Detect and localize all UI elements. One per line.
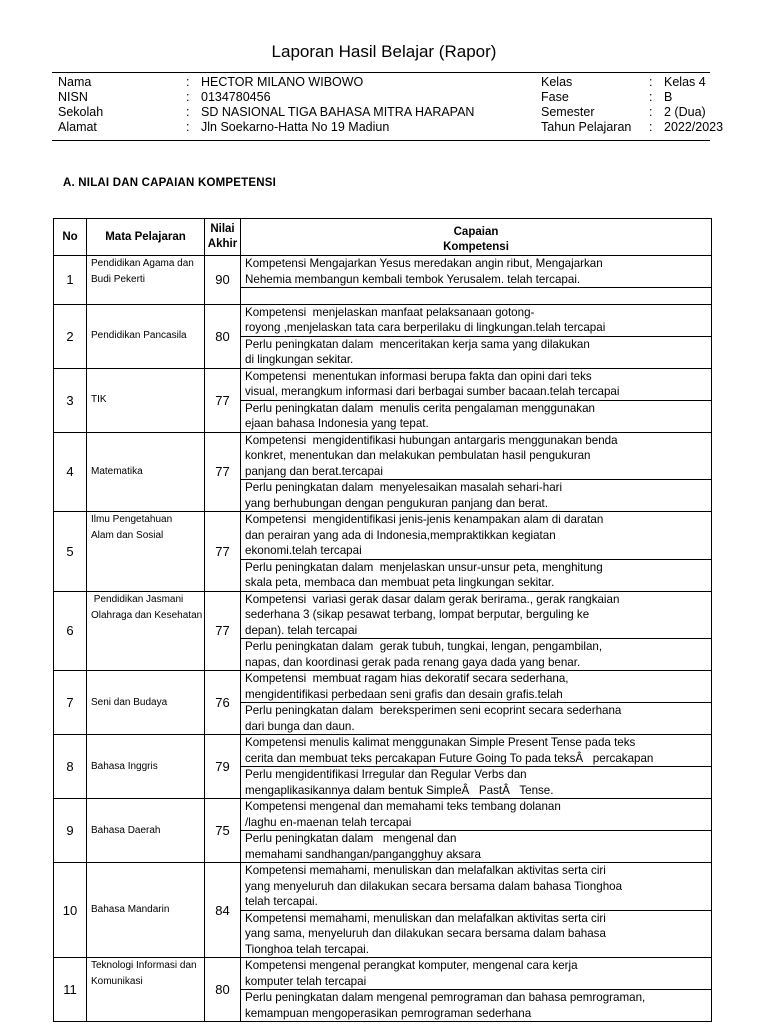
capaian-line: mengidentifikasi perbedaan seni grafis dan desain grafis.telah	[245, 687, 563, 701]
capaian-line: napas, dan koordinasi gerak pada renang gaya dada yang benar.	[245, 655, 581, 669]
capaian-line: Kompetensi memahami, menuliskan dan melafalkan aktivitas serta ciri	[245, 864, 606, 877]
header-score	[205, 219, 241, 256]
row-number: 9	[54, 799, 87, 863]
capaian-line: Perlu peningkatan dalam mengenal pemrograman dan bahasa pemrograman,	[245, 991, 646, 1004]
subject-line: Pendidikan Agama dan	[91, 258, 194, 269]
capaian-achieved	[241, 512, 711, 559]
capaian-line: mengaplikasikannya dalam bentuk SimpleÂ PastÂ Tense.	[245, 783, 554, 797]
capaian-achieved	[241, 671, 711, 702]
subject-line: Ilmu Pengetahuan	[91, 514, 173, 525]
capaian-achieved	[241, 863, 711, 910]
value-semester: 2 (Dua)	[664, 105, 706, 119]
capaian-cell	[241, 799, 712, 863]
header-capaian	[241, 219, 712, 256]
capaian-line: dan perairan yang ada di Indonesia,mempraktikkan kegiatan	[245, 528, 556, 542]
row-number: 6	[54, 591, 87, 671]
capaian-line: visual, merangkum informasi dari berbagai sumber bacaan.telah tercapai	[245, 385, 620, 398]
header-score-line1: Nilai	[210, 223, 235, 235]
capaian-improvement	[241, 766, 711, 798]
subject-line: Pendidikan Jasmani	[91, 593, 184, 605]
header-rule-bottom	[52, 140, 710, 141]
subject-line: Pendidikan Pancasila	[91, 330, 187, 341]
capaian-line: Kompetensi membuat ragam hias dekoratif secara sederhana,	[245, 672, 569, 685]
subject-cell	[87, 671, 205, 735]
capaian-line: Nehemia membangun kembali tembok Yerusalem. telah tercapai.	[245, 272, 581, 286]
capaian-improvement	[241, 910, 711, 958]
row-number: 1	[54, 256, 87, 305]
subject-cell	[87, 799, 205, 863]
subject-cell	[87, 591, 205, 671]
row-number: 4	[54, 432, 87, 512]
capaian-line: Kompetensi mengidentifikasi hubungan antargaris menggunakan benda	[245, 433, 618, 447]
row-number: 8	[54, 735, 87, 799]
score-cell: 75	[205, 799, 241, 863]
page-title: Laporan Hasil Belajar (Rapor)	[271, 42, 497, 61]
subject-cell	[87, 432, 205, 512]
capaian-line: komputer telah tercapai	[245, 974, 367, 988]
capaian-line: Tionghoa telah tercapai.	[245, 942, 369, 956]
student-colons-right: : : : :	[649, 75, 653, 134]
capaian-line: kemampuan mengoperasikan pemrograman sederhana	[245, 1006, 532, 1020]
capaian-line: cerita dan membuat teks percakapan Future Going To pada teksÂ percakapan	[245, 751, 654, 765]
capaian-improvement	[241, 830, 711, 862]
capaian-cell	[241, 368, 712, 432]
capaian-line: yang sama, menyeluruh dan dilakukan secara bersama dalam bahasa	[245, 927, 606, 940]
table-row	[54, 256, 712, 305]
capaian-cell	[241, 304, 712, 368]
table-row	[54, 368, 712, 432]
label-tahun: Tahun Pelajaran	[541, 120, 632, 134]
label-sekolah: Sekolah	[58, 105, 104, 119]
subject-cell	[87, 512, 205, 592]
capaian-achieved	[241, 433, 711, 480]
capaian-line: yang berhubungan dengan pengukuran panjang dan berat.	[245, 496, 548, 510]
header-subject: Mata Pelajaran	[87, 219, 205, 256]
value-tahun: 2022/2023	[664, 120, 724, 134]
capaian-line: Perlu peningkatan dalam menjelaskan unsur-unsur peta, menghitung	[245, 560, 603, 574]
subject-line: Olahraga dan Kesehatan	[91, 609, 203, 621]
capaian-cell	[241, 512, 712, 592]
score-cell: 84	[205, 863, 241, 958]
subject-line: Bahasa Inggris	[91, 760, 158, 772]
capaian-cell	[241, 256, 712, 305]
student-labels-right	[541, 75, 631, 135]
capaian-improvement	[241, 479, 711, 511]
capaian-improvement	[241, 287, 711, 304]
student-colons-left: : : : :	[186, 75, 190, 134]
subject-line: Komunikasi	[91, 976, 143, 987]
table-row	[54, 799, 712, 863]
capaian-line: telah tercapai.	[245, 895, 318, 908]
capaian-achieved	[241, 256, 711, 287]
capaian-line: Kompetensi memahami, menuliskan dan melafalkan aktivitas serta ciri	[245, 911, 606, 925]
capaian-achieved	[241, 369, 711, 400]
capaian-improvement	[241, 336, 711, 368]
subject-line: Seni dan Budaya	[91, 696, 168, 708]
capaian-cell	[241, 863, 712, 958]
capaian-line: Perlu peningkatan dalam bereksperimen seni ecoprint secara sederhana	[245, 704, 622, 717]
capaian-line: Kompetensi menulis kalimat menggunakan Simple Present Tense pada teks	[245, 736, 636, 749]
capaian-line	[245, 288, 709, 304]
value-nama: HECTOR MILANO WIBOWO	[201, 75, 364, 89]
table-header-row	[54, 219, 712, 256]
subject-cell	[87, 304, 205, 368]
label-nama: Nama	[58, 75, 92, 89]
grades-table	[53, 218, 712, 1022]
capaian-line: Kompetensi menentukan informasi berupa fakta dan opini dari teks	[245, 369, 592, 383]
capaian-line: ejaan bahasa Indonesia yang tepat.	[245, 417, 429, 430]
row-number: 5	[54, 512, 87, 592]
subject-cell	[87, 863, 205, 958]
subject-line: Teknologi Informasi dan	[91, 960, 197, 971]
header-capaian-line2: Kompetensi	[443, 241, 509, 253]
header-no: No	[54, 219, 87, 256]
row-number: 7	[54, 671, 87, 735]
score-cell: 77	[205, 591, 241, 671]
capaian-line: Perlu peningkatan dalam menyelesaikan masalah sehari-hari	[245, 481, 563, 494]
label-fase: Fase	[541, 90, 569, 104]
subject-cell	[87, 735, 205, 799]
score-cell: 80	[205, 304, 241, 368]
row-number: 10	[54, 863, 87, 958]
capaian-line: dari bunga dan daun.	[245, 719, 355, 733]
score-cell: 90	[205, 256, 241, 305]
capaian-line: skala peta, membaca dan membuat peta lingkungan sekitar.	[245, 576, 555, 589]
student-labels-left	[58, 75, 103, 135]
score-cell: 76	[205, 671, 241, 735]
row-number: 3	[54, 368, 87, 432]
capaian-line: Kompetensi mengenal dan memahami teks tembang dolanan	[245, 800, 561, 813]
capaian-improvement	[241, 559, 711, 591]
table-row	[54, 304, 712, 368]
subject-line: Bahasa Mandarin	[91, 904, 170, 915]
value-fase: B	[664, 90, 673, 104]
score-cell: 79	[205, 735, 241, 799]
student-values-left	[201, 75, 474, 135]
capaian-line: Kompetensi mengidentifikasi jenis-jenis kenampakan alam di daratan	[245, 513, 604, 526]
capaian-improvement	[241, 702, 711, 734]
capaian-achieved	[241, 305, 711, 336]
capaian-achieved	[241, 799, 711, 830]
capaian-cell	[241, 591, 712, 671]
header-score-line2: Akhir	[207, 238, 238, 250]
row-number: 2	[54, 304, 87, 368]
subject-cell	[87, 256, 205, 305]
capaian-line: di lingkungan sekitar.	[245, 353, 354, 366]
capaian-achieved	[241, 592, 711, 639]
capaian-cell	[241, 735, 712, 799]
capaian-line: Perlu peningkatan dalam menceritakan kerja sama yang dilakukan	[245, 337, 590, 351]
label-alamat: Alamat	[58, 120, 97, 134]
capaian-achieved	[241, 735, 711, 766]
capaian-line: depan). telah tercapai	[245, 623, 358, 637]
label-nisn: NISN	[58, 90, 88, 104]
score-cell: 80	[205, 958, 241, 1022]
capaian-line: /laghu en-maenan telah tercapai	[245, 815, 412, 829]
capaian-line: yang menyeluruh dan dilakukan secara bersama dalam bahasa Tionghoa	[245, 879, 623, 893]
capaian-line: konkret, menentukan dan melakukan pembulatan hasil pengukuran	[245, 449, 591, 462]
table-row	[54, 591, 712, 671]
capaian-improvement	[241, 400, 711, 432]
row-number: 11	[54, 958, 87, 1022]
capaian-line: memahami sandhangan/pangangghuy aksara	[245, 847, 481, 861]
header-capaian-line1: Capaian	[453, 226, 499, 238]
value-kelas: Kelas 4	[664, 75, 706, 89]
score-cell: 77	[205, 432, 241, 512]
capaian-line: Kompetensi mengenal perangkat komputer, mengenal cara kerja	[245, 959, 578, 972]
capaian-line: panjang dan berat.tercapai	[245, 464, 383, 478]
score-cell: 77	[205, 512, 241, 592]
subject-line: Budi Pekerti	[91, 274, 145, 285]
subject-cell	[87, 368, 205, 432]
student-values-right	[664, 75, 723, 135]
page-footer	[0, 1010, 768, 1024]
label-kelas: Kelas	[541, 75, 573, 89]
capaian-line: Kompetensi Mengajarkan Yesus meredakan angin ribut, Mengajarkan	[245, 257, 603, 270]
score-cell: 77	[205, 368, 241, 432]
value-nisn: 0134780456	[201, 90, 271, 104]
capaian-line: ekonomi.telah tercapai	[245, 544, 362, 557]
capaian-line: Perlu mengidentifikasi Irregular dan Regular Verbs dan	[245, 768, 527, 781]
capaian-cell	[241, 432, 712, 512]
subject-line: Alam dan Sosial	[91, 530, 164, 541]
value-sekolah: SD NASIONAL TIGA BAHASA MITRA HARAPAN	[201, 105, 475, 119]
table-row	[54, 512, 712, 592]
value-alamat: Jln Soekarno-Hatta No 19 Madiun	[201, 120, 390, 134]
capaian-line: royong ,menjelaskan tata cara berperilaku di lingkungan.telah tercapai	[245, 321, 606, 334]
capaian-line: Perlu peningkatan dalam mengenal dan	[245, 832, 457, 845]
capaian-achieved	[241, 958, 711, 989]
table-row	[54, 432, 712, 512]
subject-line: TIK	[91, 394, 107, 405]
capaian-improvement	[241, 638, 711, 670]
table-row	[54, 735, 712, 799]
subject-line: Matematika	[91, 465, 143, 477]
capaian-line: Kompetensi menjelaskan manfaat pelaksanaan gotong-	[245, 305, 535, 319]
header-rule-top	[52, 72, 710, 73]
capaian-cell	[241, 671, 712, 735]
table-row	[54, 863, 712, 958]
label-semester: Semester	[541, 105, 595, 119]
section-title: A. NILAI DAN CAPAIAN KOMPETENSI	[63, 177, 276, 189]
capaian-line: Perlu peningkatan dalam gerak tubuh, tungkai, lengan, pengambilan,	[245, 640, 603, 653]
subject-line: Bahasa Daerah	[91, 824, 161, 836]
capaian-line: Perlu peningkatan dalam menulis cerita pengalaman menggunakan	[245, 401, 595, 415]
capaian-line: sederhana 3 (sikap pesawat terbang, lompat berputar, berguling ke	[245, 608, 590, 621]
capaian-line: Kompetensi variasi gerak dasar dalam gerak berirama., gerak rangkaian	[245, 592, 620, 606]
table-row	[54, 671, 712, 735]
grades-table-body	[54, 256, 712, 1022]
